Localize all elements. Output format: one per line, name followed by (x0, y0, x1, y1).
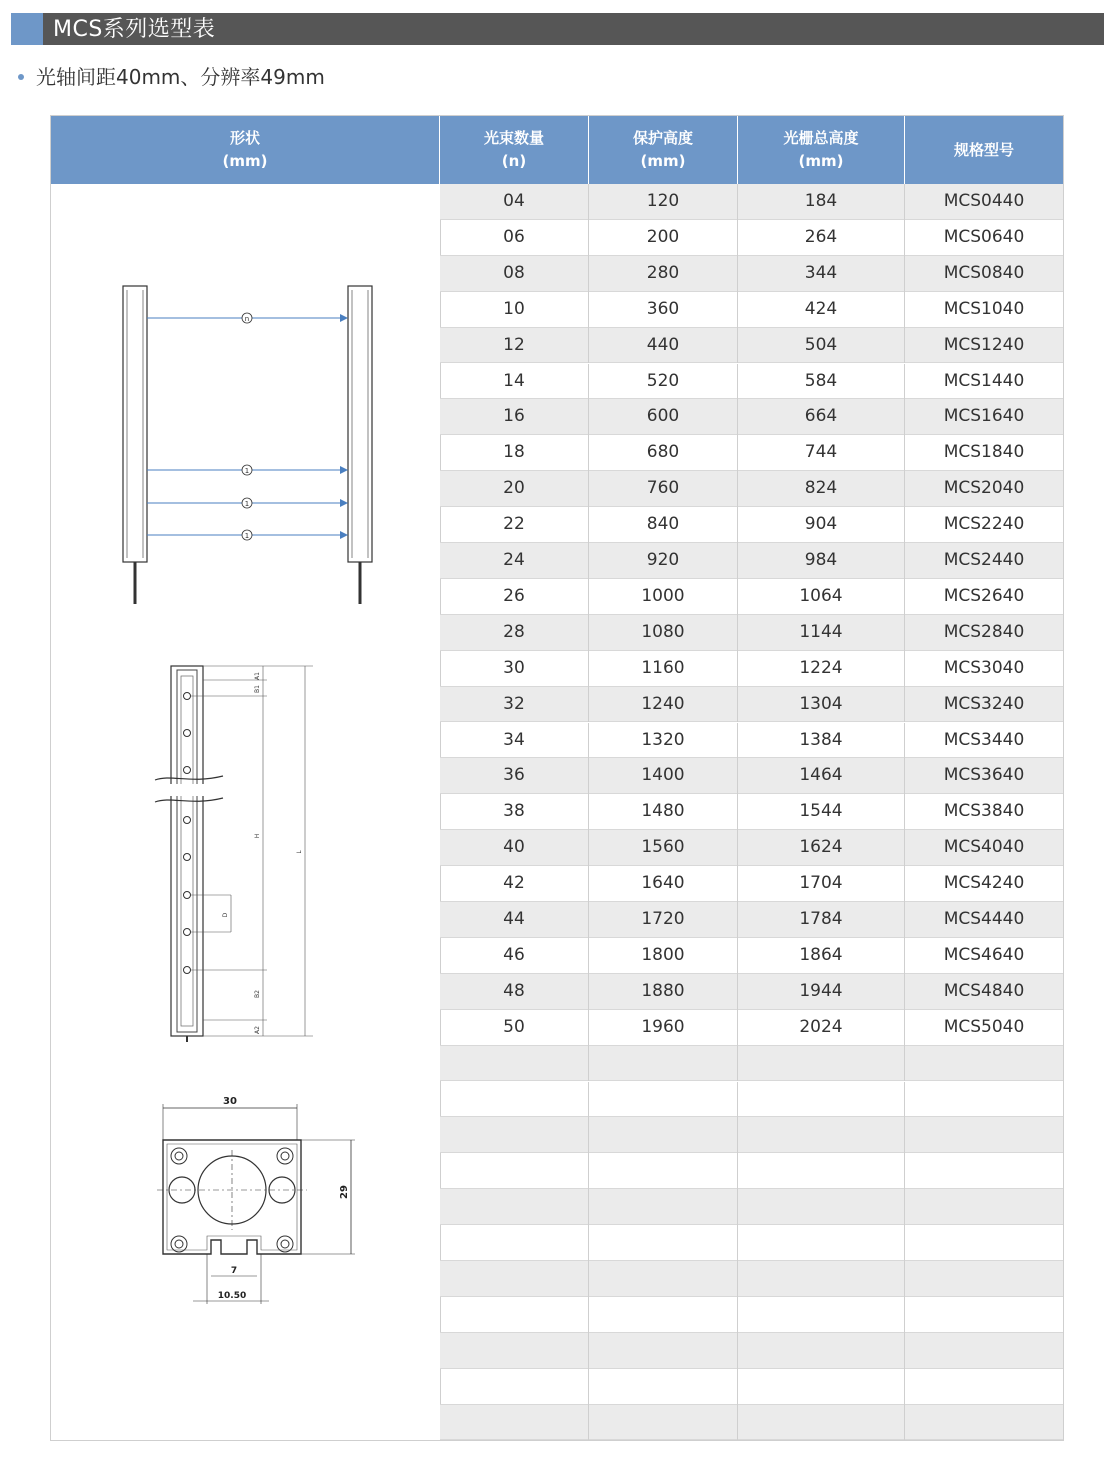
cell-model: MCS4840 (943, 980, 1025, 1001)
table-row (440, 830, 1063, 866)
cell-model: MCS4440 (943, 909, 1025, 929)
cell-model: MCS4640 (943, 944, 1025, 965)
title-bar (11, 13, 1104, 45)
cell-protect-height: 1320 (589, 723, 738, 759)
cell-total-height: 1704 (738, 866, 905, 902)
cell-beam-count: 14 (440, 364, 589, 400)
beam-label-1: 1 (244, 532, 250, 540)
cell-total-height (738, 1333, 905, 1369)
cell-total-height: 984 (738, 543, 905, 579)
table-row (440, 1046, 1063, 1082)
cell-model: MCS1240 (943, 334, 1025, 355)
dim-width: 30 (223, 1096, 237, 1107)
table-row (440, 1153, 1063, 1189)
cell-beam-count: 40 (440, 830, 589, 866)
table-row (440, 1369, 1063, 1405)
cell-beam-count: 24 (440, 543, 589, 579)
header-shape-label: 形状 (229, 129, 260, 147)
dim-label-h: H (254, 833, 261, 839)
cell-beam-count: 28 (440, 615, 589, 651)
cell-total-height: 664 (738, 399, 905, 435)
cell-beam-count: 50 (440, 1010, 589, 1046)
cell-beam-count: 18 (440, 435, 589, 471)
cell-protect-height (589, 1189, 738, 1225)
cell-protect-height: 1400 (589, 758, 738, 794)
cell-beam-count: 20 (440, 471, 589, 507)
cell-model: MCS0840 (943, 262, 1025, 283)
table-row (440, 399, 1063, 435)
cell-beam-count: 44 (440, 902, 589, 938)
cell-beam-count: 32 (440, 687, 589, 723)
dim-label-b2: B2 (254, 990, 261, 998)
cell-beam-count: 08 (440, 256, 589, 292)
cell-model: MCS0640 (943, 226, 1025, 247)
cell-total-height: 184 (738, 184, 905, 220)
cell-model (905, 1117, 1063, 1153)
subtitle (18, 62, 325, 92)
cell-protect-height: 920 (589, 543, 738, 579)
table-row (440, 328, 1063, 364)
cell-protect-height: 1160 (589, 651, 738, 687)
cell-model (905, 1369, 1063, 1405)
table-row (440, 364, 1063, 400)
cell-total-height (738, 1369, 905, 1405)
cell-model (905, 1261, 1063, 1297)
cell-beam-count (440, 1333, 589, 1369)
table-row (440, 1405, 1063, 1441)
header-protect-height-unit: (mm) (640, 152, 686, 170)
table-row (440, 794, 1063, 830)
cell-beam-count: 36 (440, 758, 589, 794)
cell-beam-count: 38 (440, 794, 589, 830)
table-row (440, 1010, 1063, 1046)
cell-protect-height: 840 (589, 507, 738, 543)
cell-model (905, 1189, 1063, 1225)
cell-beam-count: 04 (440, 184, 589, 220)
header-beam-count-unit: (n) (501, 152, 527, 170)
cell-total-height: 744 (738, 435, 905, 471)
header-total-height-label: 光栅总高度 (783, 129, 859, 147)
cell-total-height: 824 (738, 471, 905, 507)
cell-total-height: 424 (738, 292, 905, 328)
cell-model: MCS2440 (943, 550, 1025, 570)
cell-total-height (738, 1225, 905, 1261)
cell-total-height: 1304 (738, 687, 905, 723)
header-total-height (738, 116, 905, 184)
cell-model (905, 1225, 1063, 1261)
cell-protect-height: 1560 (589, 830, 738, 866)
cell-model: MCS2640 (943, 585, 1025, 606)
cell-model (905, 1405, 1063, 1441)
beam-label-1: 1 (244, 500, 250, 508)
side-dimension-drawing (155, 666, 313, 1042)
table-row (440, 651, 1063, 687)
table-row (440, 579, 1063, 615)
cell-total-height: 1144 (738, 615, 905, 651)
header-shape (51, 116, 440, 184)
cell-total-height (738, 1261, 905, 1297)
cell-protect-height: 200 (589, 220, 738, 256)
cell-total-height (738, 1046, 905, 1082)
cell-total-height: 1864 (738, 938, 905, 974)
cell-total-height (738, 1189, 905, 1225)
table-row (440, 1261, 1063, 1297)
table-header (51, 116, 1063, 184)
cell-protect-height: 600 (589, 399, 738, 435)
cell-total-height: 1224 (738, 651, 905, 687)
cell-model: MCS1840 (943, 442, 1025, 463)
cell-protect-height: 1720 (589, 902, 738, 938)
bullet-icon (18, 74, 24, 80)
cell-total-height: 1464 (738, 758, 905, 794)
dim-label-d: D (222, 912, 229, 918)
table-row (440, 292, 1063, 328)
header-beam-count (440, 116, 589, 184)
cell-beam-count: 06 (440, 220, 589, 256)
cell-total-height: 1784 (738, 902, 905, 938)
cell-total-height (738, 1297, 905, 1333)
cell-total-height: 1384 (738, 723, 905, 759)
cell-total-height (738, 1405, 905, 1441)
cell-model: MCS0440 (943, 191, 1025, 211)
cell-model: MCS2240 (943, 514, 1025, 535)
cell-beam-count (440, 1405, 589, 1441)
cell-total-height: 1064 (738, 579, 905, 615)
cell-protect-height (589, 1046, 738, 1082)
cell-protect-height (589, 1117, 738, 1153)
cell-total-height: 1624 (738, 830, 905, 866)
cell-beam-count: 48 (440, 974, 589, 1010)
table-row (440, 1082, 1063, 1118)
cell-model (905, 1046, 1063, 1082)
shape-cell (51, 184, 441, 1440)
cell-model (905, 1153, 1063, 1189)
table-row (440, 184, 1063, 220)
dim-label-l: L (296, 850, 303, 854)
table-row (440, 471, 1063, 507)
cell-model: MCS3240 (943, 693, 1025, 714)
cell-model: MCS4040 (943, 837, 1025, 858)
cell-protect-height (589, 1405, 738, 1441)
dim-label-a1: A1 (254, 672, 261, 680)
cell-protect-height: 1000 (589, 579, 738, 615)
cell-model: MCS5040 (943, 1016, 1025, 1037)
cell-beam-count: 16 (440, 399, 589, 435)
cell-total-height: 584 (738, 364, 905, 400)
cell-beam-count (440, 1117, 589, 1153)
table-row (440, 1297, 1063, 1333)
cell-beam-count: 34 (440, 723, 589, 759)
cell-total-height: 1944 (738, 974, 905, 1010)
cell-protect-height: 1480 (589, 794, 738, 830)
cell-protect-height: 1800 (589, 938, 738, 974)
selection-table (50, 115, 1064, 1441)
cross-section-drawing (157, 1096, 355, 1304)
table-row (440, 866, 1063, 902)
cell-protect-height: 520 (589, 364, 738, 400)
cell-model: MCS4240 (943, 873, 1025, 894)
cell-total-height: 904 (738, 507, 905, 543)
header-model (905, 116, 1063, 184)
cell-beam-count (440, 1369, 589, 1405)
cell-protect-height (589, 1297, 738, 1333)
table-row (440, 723, 1063, 759)
title-accent (11, 13, 43, 45)
cell-protect-height (589, 1261, 738, 1297)
subtitle-text: 光轴间距40mm、分辨率49mm (36, 65, 325, 89)
cell-model (905, 1082, 1063, 1118)
cell-model (905, 1297, 1063, 1333)
table-row (440, 220, 1063, 256)
cell-beam-count (440, 1297, 589, 1333)
cell-protect-height: 280 (589, 256, 738, 292)
cell-total-height (738, 1153, 905, 1189)
cell-beam-count (440, 1225, 589, 1261)
cell-model: MCS2840 (943, 621, 1025, 642)
cell-beam-count: 22 (440, 507, 589, 543)
cell-beam-count (440, 1153, 589, 1189)
table-row (440, 1117, 1063, 1153)
beam-label-1: 1 (244, 467, 250, 475)
cell-protect-height: 440 (589, 328, 738, 364)
cell-beam-count (440, 1189, 589, 1225)
cell-protect-height (589, 1333, 738, 1369)
header-model-label: 规格型号 (953, 140, 1014, 159)
cell-beam-count (440, 1261, 589, 1297)
cell-protect-height: 120 (589, 184, 738, 220)
beam-label-n: n (244, 315, 250, 323)
cell-total-height (738, 1082, 905, 1118)
cell-model: MCS1040 (943, 298, 1025, 319)
shape-drawings (51, 184, 440, 1440)
cell-beam-count: 12 (440, 328, 589, 364)
front-view-drawing (123, 286, 372, 604)
header-total-height-unit: (mm) (798, 152, 844, 170)
cell-model: MCS3640 (943, 765, 1025, 786)
cell-beam-count: 42 (440, 866, 589, 902)
dim-label-a2: A2 (254, 1026, 261, 1034)
cell-protect-height (589, 1082, 738, 1118)
cell-model (905, 1333, 1063, 1369)
cell-total-height: 344 (738, 256, 905, 292)
cell-protect-height (589, 1153, 738, 1189)
cell-model: MCS3840 (943, 801, 1025, 822)
table-row (440, 1225, 1063, 1261)
table-row (440, 1189, 1063, 1225)
dim-slot-1050: 10.50 (217, 1291, 247, 1301)
table-row (440, 256, 1063, 292)
cell-model: MCS1640 (943, 406, 1025, 427)
dim-height: 29 (339, 1185, 350, 1199)
cell-beam-count: 46 (440, 938, 589, 974)
table-row (440, 974, 1063, 1010)
dim-slot-7: 7 (230, 1266, 238, 1276)
cell-model: MCS3040 (943, 657, 1025, 678)
header-shape-unit: (mm) (222, 152, 268, 170)
table-row (440, 615, 1063, 651)
cell-protect-height (589, 1225, 738, 1261)
cell-protect-height: 1080 (589, 615, 738, 651)
cell-beam-count: 10 (440, 292, 589, 328)
table-row (440, 435, 1063, 471)
table-row (440, 1333, 1063, 1369)
table-row (440, 687, 1063, 723)
cell-beam-count (440, 1082, 589, 1118)
header-protect-height-label: 保护高度 (632, 129, 693, 147)
header-beam-count-label: 光束数量 (483, 129, 544, 147)
cell-protect-height: 1640 (589, 866, 738, 902)
cell-protect-height: 1960 (589, 1010, 738, 1046)
cell-total-height: 2024 (738, 1010, 905, 1046)
header-protect-height (589, 116, 738, 184)
table-row (440, 507, 1063, 543)
cell-protect-height (589, 1369, 738, 1405)
cell-beam-count: 26 (440, 579, 589, 615)
table-row (440, 543, 1063, 579)
cell-protect-height: 680 (589, 435, 738, 471)
cell-protect-height: 1240 (589, 687, 738, 723)
cell-beam-count: 30 (440, 651, 589, 687)
cell-protect-height: 1880 (589, 974, 738, 1010)
page-title: MCS系列选型表 (53, 17, 216, 42)
dim-label-b1: B1 (254, 685, 261, 693)
cell-beam-count (440, 1046, 589, 1082)
cell-total-height: 504 (738, 328, 905, 364)
cell-protect-height: 760 (589, 471, 738, 507)
table-row (440, 758, 1063, 794)
cell-model: MCS2040 (943, 478, 1025, 499)
cell-model: MCS3440 (943, 729, 1025, 750)
table-row (440, 938, 1063, 974)
cell-model: MCS1440 (943, 370, 1025, 391)
cell-total-height (738, 1117, 905, 1153)
table-row (440, 902, 1063, 938)
cell-total-height: 264 (738, 220, 905, 256)
cell-protect-height: 360 (589, 292, 738, 328)
cell-total-height: 1544 (738, 794, 905, 830)
